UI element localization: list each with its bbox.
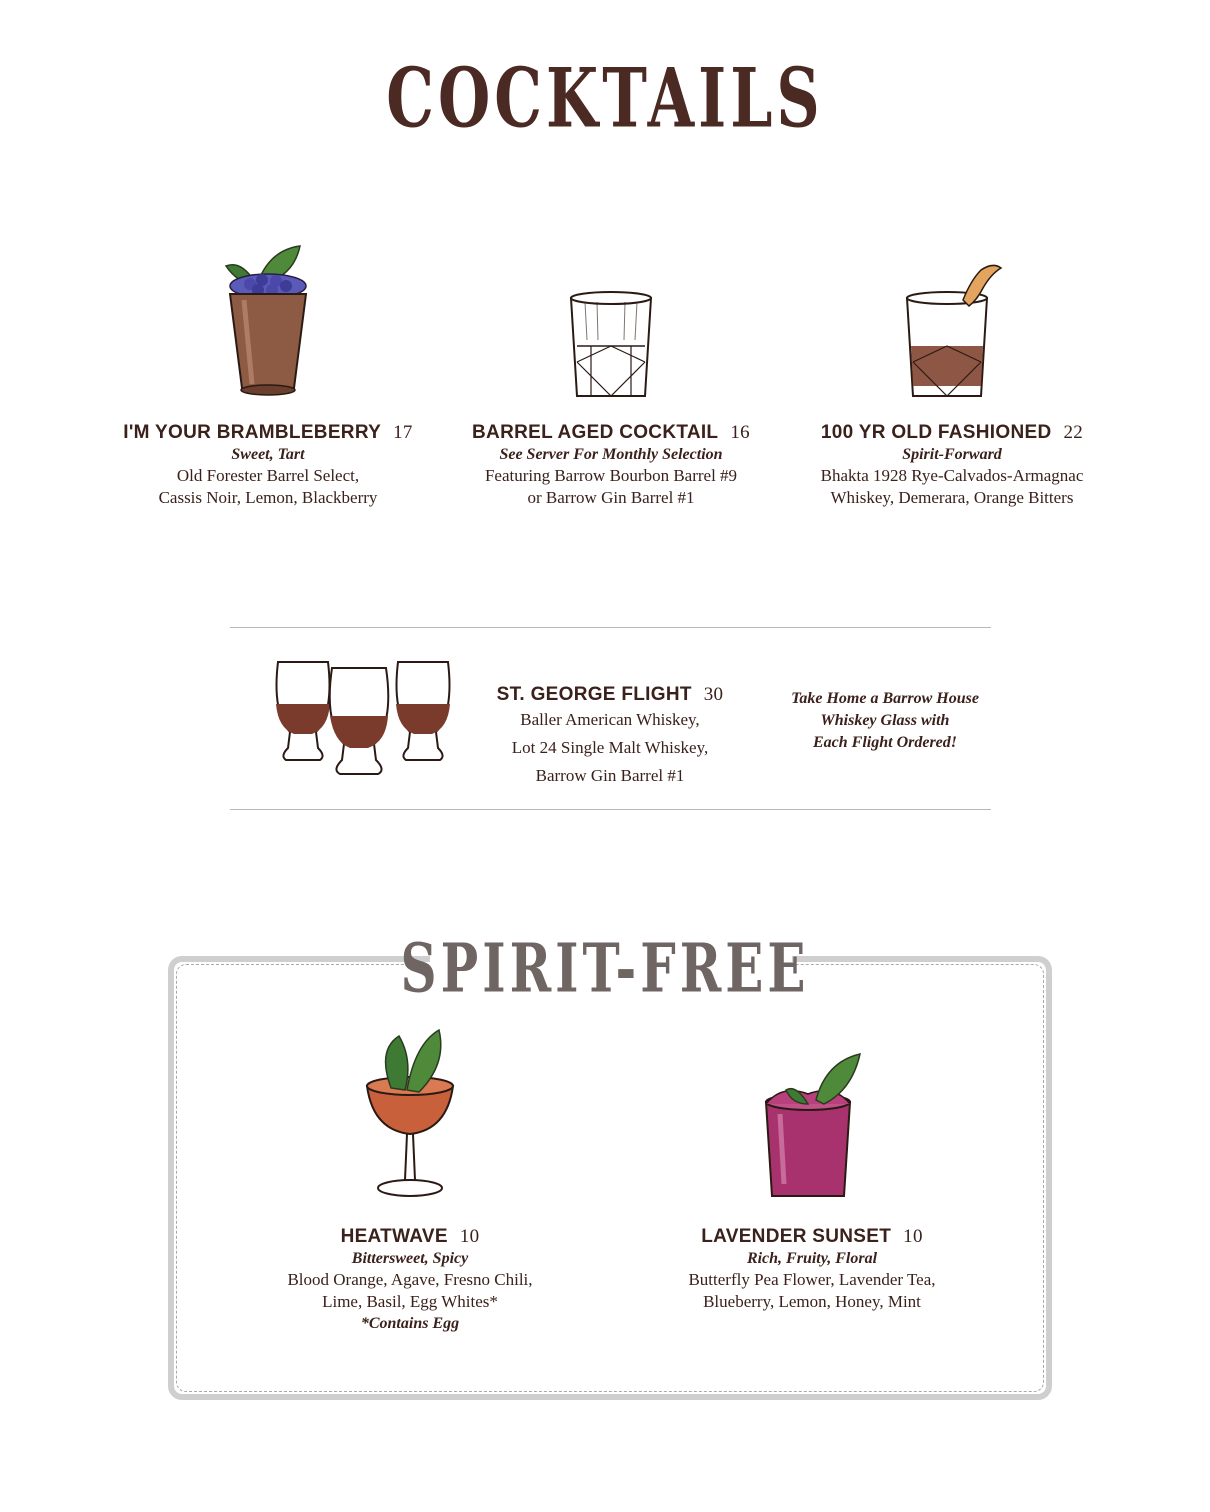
item-description-line: Whiskey, Demerara, Orange Bitters (830, 488, 1074, 507)
item-description-line: Barrow Gin Barrel #1 (535, 766, 685, 785)
menu-item-heatwave (260, 1024, 560, 1334)
item-price: 30 (703, 684, 724, 705)
item-price: 22 (1063, 422, 1084, 443)
item-name: 100 YR OLD FASHIONED (820, 422, 1052, 443)
item-allergen-note: *Contains Egg (360, 1315, 460, 1332)
menu-item-100-yr-old-fashioned (802, 240, 1102, 509)
item-description-line: Old Forester Barrel Select, (176, 466, 360, 485)
item-name: I'M YOUR BRAMBLEBERRY (123, 422, 382, 443)
item-description-line: Cassis Noir, Lemon, Blackberry (158, 488, 378, 507)
menu-item-st-george-flight (470, 684, 750, 790)
item-tagline: Spirit-Forward (902, 446, 1002, 463)
cocktails-heading: COCKTAILS (386, 52, 824, 147)
coupe-glass-icon (355, 1024, 465, 1204)
item-name: HEATWAVE (340, 1226, 448, 1247)
promo-line: Each Flight Ordered! (812, 734, 957, 751)
promo-line: Take Home a Barrow House (791, 690, 979, 707)
julep-cup-icon (208, 240, 328, 400)
rocks-glass-icon (551, 240, 671, 400)
item-price: 10 (459, 1226, 480, 1247)
promo-line: Whiskey Glass with (820, 712, 950, 729)
section-divider-bottom (230, 809, 991, 810)
section-divider-top (230, 627, 991, 628)
menu-item-brambleberry (118, 240, 418, 509)
item-description-line: Bhakta 1928 Rye-Calvados-Armagnac (820, 466, 1084, 485)
spirit-free-heading: SPIRIT-FREE (400, 928, 810, 1008)
item-description-line: Featuring Barrow Bourbon Barrel #9 (484, 466, 738, 485)
menu-item-barrel-aged-cocktail (456, 240, 766, 509)
item-tagline: Sweet, Tart (231, 446, 305, 463)
item-description-line: or Barrow Gin Barrel #1 (527, 488, 695, 507)
item-description-line: Baller American Whiskey, (520, 710, 700, 729)
item-description-line: Blood Orange, Agave, Fresno Chili, (287, 1270, 533, 1289)
old-fashioned-glass-icon (887, 240, 1017, 400)
item-price: 10 (903, 1226, 923, 1247)
menu-item-lavender-sunset (662, 1024, 962, 1313)
item-tagline: Bittersweet, Spicy (351, 1250, 469, 1267)
item-tagline: Rich, Fruity, Floral (746, 1250, 878, 1267)
flight-promo-note (770, 688, 1000, 754)
item-name: BARREL AGED COCKTAIL (472, 422, 719, 443)
item-description-line: Lime, Basil, Egg Whites* (322, 1292, 498, 1311)
item-name: LAVENDER SUNSET (701, 1226, 892, 1247)
whiskey-flight-glasses-icon (268, 652, 458, 782)
item-price: 16 (730, 422, 750, 443)
item-tagline: See Server For Monthly Selection (499, 446, 723, 463)
item-price: 17 (393, 422, 413, 443)
item-description-line: Butterfly Pea Flower, Lavender Tea, (688, 1270, 936, 1289)
lavender-rocks-glass-icon (742, 1024, 882, 1204)
item-description-line: Lot 24 Single Malt Whiskey, (511, 738, 709, 757)
item-name: ST. GEORGE FLIGHT (496, 684, 692, 705)
item-description-line: Blueberry, Lemon, Honey, Mint (703, 1292, 921, 1311)
